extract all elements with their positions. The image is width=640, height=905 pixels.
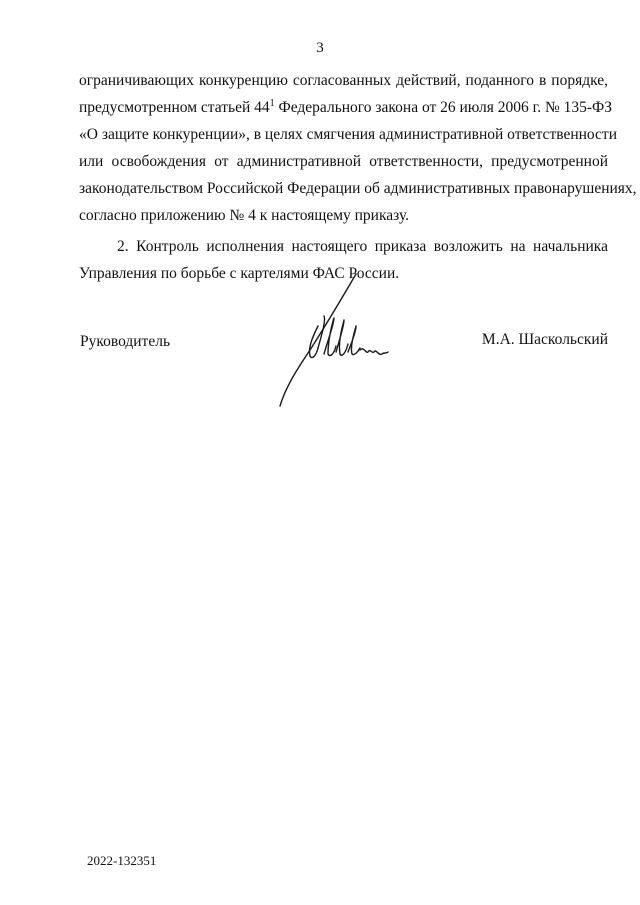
text-line: или освобождения от административной ответственности, предусмотренной: [79, 153, 608, 170]
text-line: ограничивающих конкуренцию согласованных действий, поданного в порядке,: [79, 72, 608, 89]
text-line: законодательством Российской Федерации об административных правонарушениях,: [79, 180, 637, 197]
signer-name: М.А. Шаскольский: [481, 331, 608, 348]
text-line: Управления по борьбе с картелями ФАС России.: [79, 265, 400, 282]
paragraph-1: [79, 67, 637, 229]
document-body: [79, 67, 637, 287]
text-line: согласно приложению № 4 к настоящему приказу.: [79, 207, 410, 224]
document-id: 2022-132351: [87, 853, 157, 868]
handwritten-signature: [272, 268, 392, 413]
text-line: предусмотренном статьей $44^1$ Федерального закона от 26 июля 2006 г. № 135-ФЗ: [79, 97, 613, 116]
text-line: 2. Контроль исполнения настоящего приказа возложить на начальника: [117, 238, 608, 255]
text-line: «О защите конкуренции», в целях смягчения административной ответственности: [79, 126, 617, 143]
page-number: 3: [316, 40, 324, 56]
signer-title: Руководитель: [80, 333, 171, 350]
footnote-superscript: 1: [269, 97, 275, 109]
